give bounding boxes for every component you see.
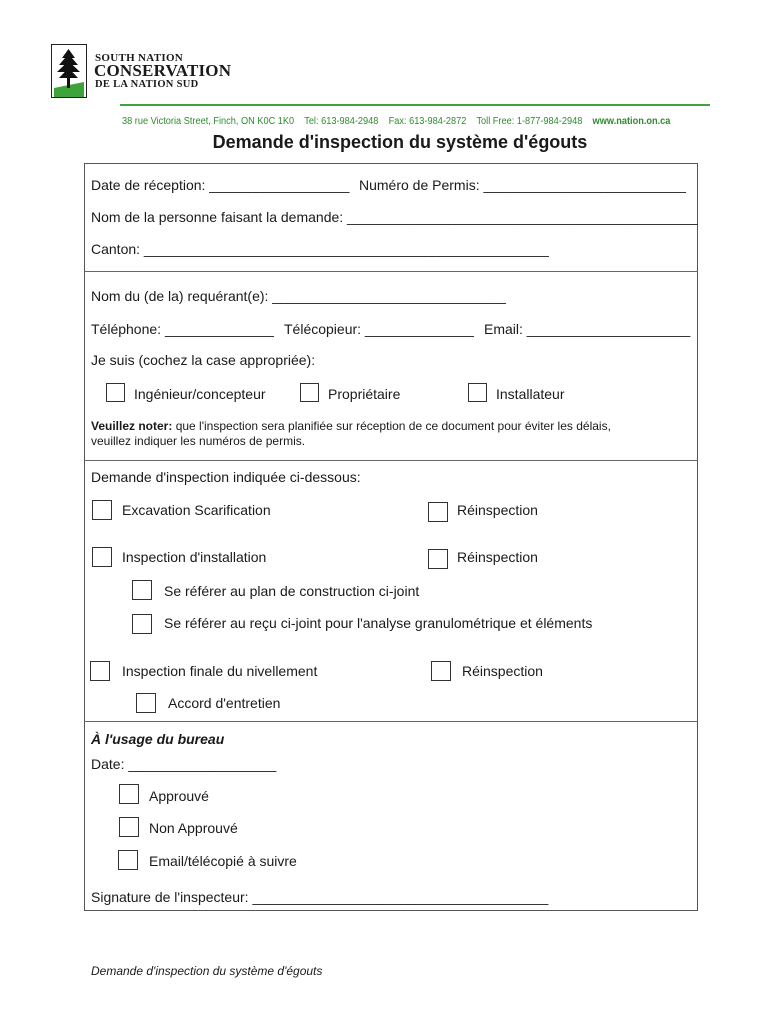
approuve-label: Approuvé: [149, 788, 209, 804]
accord-label: Accord d'entretien: [168, 695, 281, 711]
proprietaire-label: Propriétaire: [328, 386, 401, 402]
logo-line1: SOUTH NATION: [95, 52, 184, 64]
email-suivre-checkbox[interactable]: [118, 850, 138, 870]
contact-line: [122, 116, 670, 127]
canton-field[interactable]: Canton: ____________________________________________________: [91, 241, 549, 257]
ingenieur-checkbox[interactable]: [106, 383, 125, 402]
note-line-1: [91, 419, 611, 433]
ingenieur-label: Ingénieur/concepteur: [134, 386, 266, 402]
telecopieur-field[interactable]: Télécopieur: ______________: [284, 321, 474, 337]
reinspection-3-checkbox[interactable]: [431, 661, 451, 681]
reinspection-1-checkbox[interactable]: [428, 502, 448, 522]
date-bureau-field[interactable]: Date: ___________________: [91, 756, 277, 772]
non-approuve-label: Non Approuvé: [149, 820, 238, 836]
accord-checkbox[interactable]: [136, 693, 156, 713]
address: 38 rue Victoria Street, Finch, ON K0C 1K0: [122, 116, 295, 127]
date-reception-field[interactable]: Date de réception: __________________: [91, 177, 350, 193]
toll-free-number: Toll Free: 1-877-984-2948: [476, 116, 583, 127]
excavation-label: Excavation Scarification: [122, 502, 271, 518]
usage-bureau-heading: À l'usage du bureau: [91, 731, 225, 747]
nom-requerant-field[interactable]: Nom du (de la) requérant(e): ______________________________: [91, 288, 506, 304]
telephone-number: Tel: 613-984-2948: [304, 116, 379, 127]
je-suis-label: Je suis (cochez la case appropriée):: [91, 352, 316, 368]
installateur-checkbox[interactable]: [468, 383, 487, 402]
recu-label: Se référer au reçu ci-joint pour l'analyse granulométrique et éléments: [164, 615, 593, 631]
note-text: que l'inspection sera planifiée sur réception de ce document pour éviter les délais,: [172, 419, 611, 433]
fax-number: Fax: 613-984-2872: [388, 116, 467, 127]
finale-checkbox[interactable]: [90, 661, 110, 681]
installation-checkbox[interactable]: [92, 547, 112, 567]
note-bold: Veuillez noter:: [91, 419, 173, 433]
plan-label: Se référer au plan de construction ci-joint: [164, 583, 420, 599]
reinspection-3-label: Réinspection: [462, 663, 543, 679]
page-title: Demande d'inspection du système d'égouts: [212, 132, 588, 152]
section-divider-1: [84, 271, 698, 272]
reinspection-2-checkbox[interactable]: [428, 549, 448, 569]
email-suivre-label: Email/télécopié à suivre: [149, 853, 297, 869]
website-link[interactable]: www.nation.on.ca: [592, 116, 671, 127]
plan-checkbox[interactable]: [132, 580, 152, 600]
excavation-checkbox[interactable]: [92, 500, 112, 520]
telephone-field[interactable]: Téléphone: ______________: [91, 321, 274, 337]
section-divider-3: [84, 721, 698, 722]
installation-label: Inspection d'installation: [122, 549, 267, 565]
footer-text: Demande d'inspection du système d'égouts: [91, 964, 323, 978]
section-divider-2: [84, 460, 698, 461]
header-divider: [120, 104, 710, 106]
logo-line2: CONSERVATION: [94, 61, 232, 80]
nom-personne-field[interactable]: Nom de la personne faisant la demande: _____________________________________________: [91, 209, 698, 225]
finale-label: Inspection finale du nivellement: [122, 663, 318, 679]
reinspection-1-label: Réinspection: [457, 502, 538, 518]
demande-heading: Demande d'inspection indiquée ci-dessous:: [91, 469, 361, 485]
numero-permis-field[interactable]: Numéro de Permis: __________________________: [359, 177, 686, 193]
proprietaire-checkbox[interactable]: [300, 383, 319, 402]
logo-tree-icon: [51, 44, 87, 98]
installateur-label: Installateur: [496, 386, 565, 402]
signature-field[interactable]: Signature de l'inspecteur: ______________________________________: [91, 889, 549, 905]
email-field[interactable]: Email: _____________________: [484, 321, 691, 337]
reinspection-2-label: Réinspection: [457, 549, 538, 565]
recu-checkbox[interactable]: [132, 614, 152, 634]
note-line-2: veuillez indiquer les numéros de permis.: [91, 434, 306, 448]
approuve-checkbox[interactable]: [119, 784, 139, 804]
logo-line3: DE LA NATION SUD: [95, 79, 199, 90]
non-approuve-checkbox[interactable]: [119, 817, 139, 837]
